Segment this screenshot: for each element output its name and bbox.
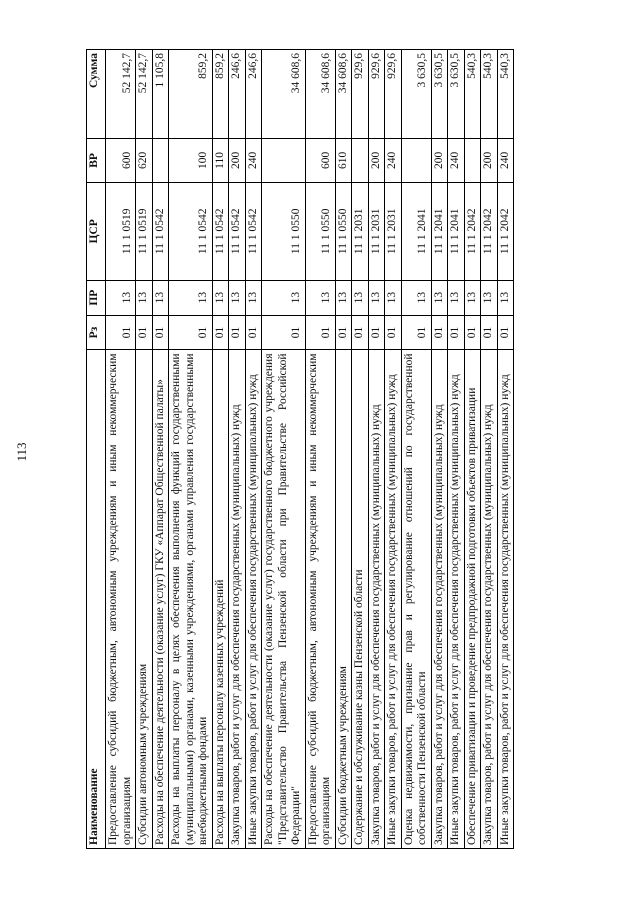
cell-pr: 13	[431, 280, 448, 315]
table-row	[212, 50, 229, 849]
cell-rz: 01	[497, 315, 514, 350]
cell-pr: 13	[106, 280, 136, 315]
table-row	[305, 50, 335, 849]
cell-pr: 13	[464, 280, 481, 315]
table-row	[368, 50, 385, 849]
cell-sum: 929,6	[368, 50, 385, 139]
table-row	[352, 50, 369, 849]
table-row	[106, 50, 136, 849]
table-row	[229, 50, 246, 849]
cell-csr: 11 1 2041	[401, 182, 431, 280]
cell-vr: 100	[169, 138, 213, 182]
cell-pr: 13	[212, 280, 229, 315]
cell-rz: 01	[431, 315, 448, 350]
cell-pr: 13	[352, 280, 369, 315]
cell-pr: 13	[385, 280, 402, 315]
cell-vr: 200	[229, 138, 246, 182]
cell-csr: 11 1 0542	[152, 182, 169, 280]
cell-vr: 610	[335, 138, 352, 182]
cell-name: Обеспечение приватизации и проведение предпродажной подготовки объектов приватизации	[464, 350, 481, 849]
cell-pr: 13	[401, 280, 431, 315]
header-pr: ПР	[87, 280, 106, 315]
cell-csr: 11 1 0542	[169, 182, 213, 280]
header-csr: ЦСР	[87, 182, 106, 280]
cell-sum: 859,2	[212, 50, 229, 139]
cell-rz: 01	[152, 315, 169, 350]
cell-rz: 01	[245, 315, 262, 350]
cell-rz: 01	[368, 315, 385, 350]
cell-name: Субсидии бюджетным учреждениям	[335, 350, 352, 849]
cell-csr: 11 1 0542	[212, 182, 229, 280]
table-row	[385, 50, 402, 849]
cell-rz: 01	[305, 315, 335, 350]
cell-pr: 13	[448, 280, 465, 315]
cell-name: Закупка товаров, работ и услуг для обеспечения государственных (муниципальных) нужд	[481, 350, 498, 849]
header-name: Наименование	[87, 350, 106, 849]
cell-csr: 11 1 2042	[481, 182, 498, 280]
cell-pr: 13	[245, 280, 262, 315]
table-row	[464, 50, 481, 849]
cell-sum: 929,6	[385, 50, 402, 139]
cell-sum: 34 608,6	[305, 50, 335, 139]
cell-sum: 859,2	[169, 50, 213, 139]
cell-name: Иные закупки товаров, работ и услуг для обеспечения государственных (муниципальных) нужд	[448, 350, 465, 849]
cell-vr	[401, 138, 431, 182]
cell-pr: 13	[335, 280, 352, 315]
table-row	[245, 50, 262, 849]
cell-sum: 540,3	[481, 50, 498, 139]
cell-name: Предоставление субсидий бюджетным, автономным учреждениям и иным некоммерческим организациям	[305, 350, 335, 849]
cell-csr: 11 1 0542	[245, 182, 262, 280]
cell-pr: 13	[305, 280, 335, 315]
cell-sum: 1 105,8	[152, 50, 169, 139]
cell-csr: 11 1 0519	[106, 182, 136, 280]
cell-rz: 01	[352, 315, 369, 350]
cell-sum: 3 630,5	[448, 50, 465, 139]
budget-table	[86, 49, 514, 849]
cell-sum: 34 608,6	[335, 50, 352, 139]
cell-csr: 11 1 0550	[335, 182, 352, 280]
cell-csr: 11 1 2041	[431, 182, 448, 280]
cell-csr: 11 1 0550	[262, 182, 306, 280]
cell-csr: 11 1 0542	[229, 182, 246, 280]
cell-csr: 11 1 2041	[448, 182, 465, 280]
cell-vr: 200	[481, 138, 498, 182]
cell-sum: 3 630,5	[401, 50, 431, 139]
cell-vr	[464, 138, 481, 182]
cell-sum: 52 142,7	[106, 50, 136, 139]
table-row	[262, 50, 306, 849]
cell-vr: 200	[431, 138, 448, 182]
cell-vr: 200	[368, 138, 385, 182]
cell-name: Иные закупки товаров, работ и услуг для обеспечения государственных (муниципальных) нужд	[245, 350, 262, 849]
cell-vr: 110	[212, 138, 229, 182]
cell-rz: 01	[212, 315, 229, 350]
cell-name: Расходы на выплаты персоналу в целях обеспечения выполнения функций государственными (муниципальными) органами, казенными учреждениями, органами управления государственными внебюджетными фондами	[169, 350, 213, 849]
cell-name: Расходы на обеспечение деятельности (оказание услуг) государственного бюджетного учреждения "Представительство Правительства Пензенской области при Правительстве Российской Федерации"	[262, 350, 306, 849]
cell-rz: 01	[335, 315, 352, 350]
cell-rz: 01	[169, 315, 213, 350]
cell-csr: 11 1 2031	[385, 182, 402, 280]
cell-name: Закупка товаров, работ и услуг для обеспечения государственных (муниципальных) нужд	[368, 350, 385, 849]
cell-vr	[352, 138, 369, 182]
table-row	[481, 50, 498, 849]
cell-vr: 600	[305, 138, 335, 182]
cell-vr: 600	[106, 138, 136, 182]
cell-vr: 240	[497, 138, 514, 182]
cell-sum: 246,6	[229, 50, 246, 139]
table-row	[431, 50, 448, 849]
cell-pr: 13	[229, 280, 246, 315]
cell-pr: 13	[152, 280, 169, 315]
budget-table-sheet	[86, 49, 576, 849]
cell-rz: 01	[106, 315, 136, 350]
cell-csr: 11 1 2042	[464, 182, 481, 280]
cell-vr: 240	[245, 138, 262, 182]
table-row	[401, 50, 431, 849]
header-sum: Сумма	[87, 50, 106, 139]
cell-rz: 01	[262, 315, 306, 350]
cell-name: Расходы на обеспечение деятельности (оказание услуг) ГКУ «Аппарат Общественной палаты»	[152, 350, 169, 849]
cell-vr: 240	[385, 138, 402, 182]
cell-sum: 540,3	[464, 50, 481, 139]
cell-csr: 11 1 2031	[368, 182, 385, 280]
cell-name: Оценка недвижимости, признание прав и регулирование отношений по государственной собственности Пензенской области	[401, 350, 431, 849]
cell-rz: 01	[229, 315, 246, 350]
cell-rz: 01	[448, 315, 465, 350]
table-row	[152, 50, 169, 849]
header-vr: ВР	[87, 138, 106, 182]
cell-vr	[262, 138, 306, 182]
cell-sum: 3 630,5	[431, 50, 448, 139]
cell-csr: 11 1 2031	[352, 182, 369, 280]
cell-csr: 11 1 0550	[305, 182, 335, 280]
cell-sum: 540,3	[497, 50, 514, 139]
cell-sum: 34 608,6	[262, 50, 306, 139]
table-row	[169, 50, 213, 849]
cell-name: Предоставление субсидий бюджетным, автономным учреждениям и иным некоммерческим организациям	[106, 350, 136, 849]
cell-vr: 620	[136, 138, 153, 182]
cell-sum: 52 142,7	[136, 50, 153, 139]
cell-name: Расходы на выплаты персоналу казенных учреждений	[212, 350, 229, 849]
cell-name: Закупка товаров, работ и услуг для обеспечения государственных (муниципальных) нужд	[229, 350, 246, 849]
cell-name: Иные закупки товаров, работ и услуг для обеспечения государственных (муниципальных) нужд	[497, 350, 514, 849]
cell-sum: 929,6	[352, 50, 369, 139]
cell-rz: 01	[385, 315, 402, 350]
cell-name: Закупка товаров, работ и услуг для обеспечения государственных (муниципальных) нужд	[431, 350, 448, 849]
cell-pr: 13	[368, 280, 385, 315]
cell-vr	[152, 138, 169, 182]
table-row	[497, 50, 514, 849]
cell-sum: 246,6	[245, 50, 262, 139]
header-rz: Рз	[87, 315, 106, 350]
cell-name: Содержание и обслуживание казны Пензенской области	[352, 350, 369, 849]
cell-rz: 01	[481, 315, 498, 350]
table-header-row	[87, 50, 106, 849]
table-body	[106, 50, 514, 849]
table-row	[448, 50, 465, 849]
cell-pr: 13	[136, 280, 153, 315]
cell-name: Субсидии автономным учреждениям	[136, 350, 153, 849]
cell-pr: 13	[262, 280, 306, 315]
cell-pr: 13	[481, 280, 498, 315]
cell-pr: 13	[169, 280, 213, 315]
table-row	[335, 50, 352, 849]
cell-rz: 01	[464, 315, 481, 350]
cell-csr: 11 1 2042	[497, 182, 514, 280]
cell-name: Иные закупки товаров, работ и услуг для обеспечения государственных (муниципальных) нужд	[385, 350, 402, 849]
cell-rz: 01	[136, 315, 153, 350]
page-number: 113	[14, 442, 29, 462]
table-row	[136, 50, 153, 849]
cell-csr: 11 1 0519	[136, 182, 153, 280]
cell-pr: 13	[497, 280, 514, 315]
cell-rz: 01	[401, 315, 431, 350]
cell-vr: 240	[448, 138, 465, 182]
